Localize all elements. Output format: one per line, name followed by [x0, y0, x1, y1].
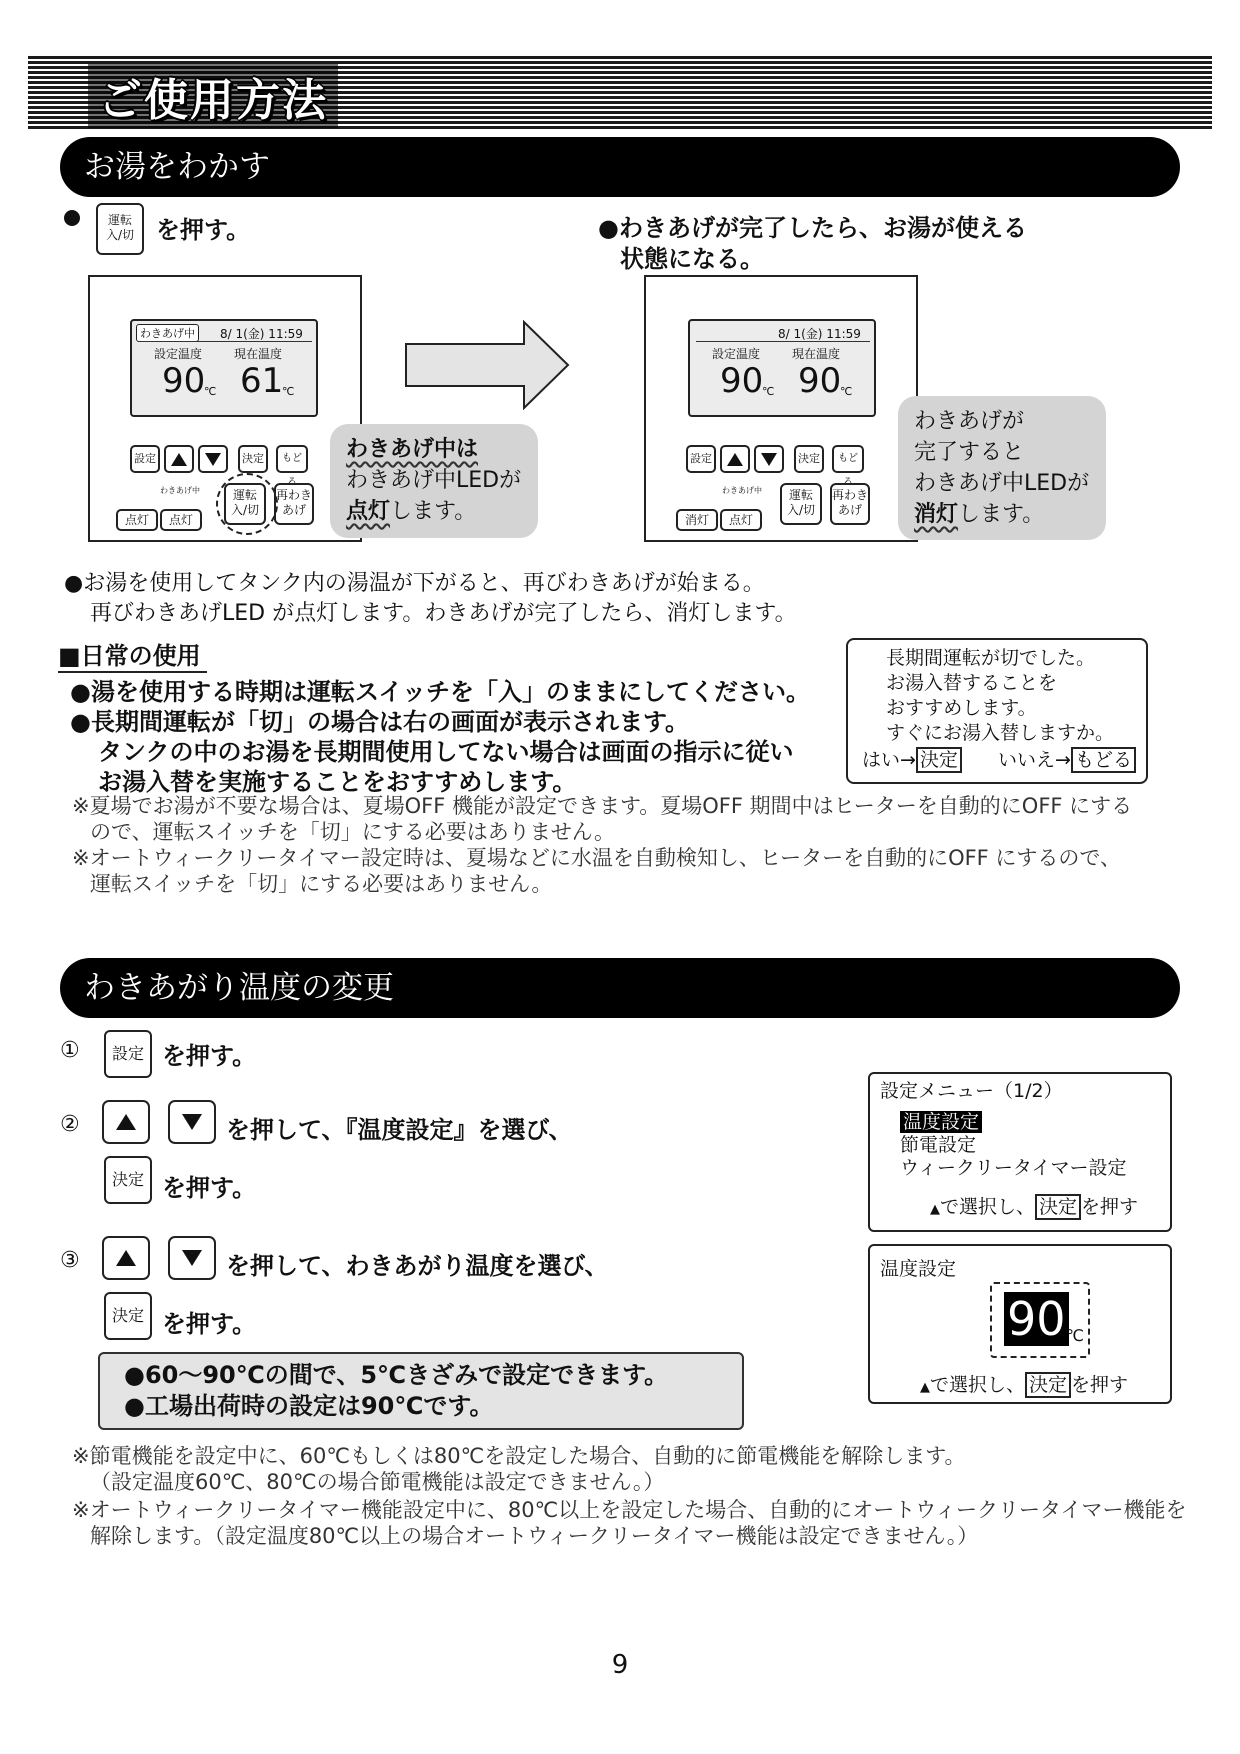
- lcd-now-value: 61: [240, 361, 284, 401]
- daily-use-heading: ■日常の使用: [58, 636, 207, 673]
- down-button[interactable]: [754, 445, 784, 473]
- callout-line: わきあげ中は: [346, 437, 479, 462]
- callout-line: わきあげ中LEDが: [346, 468, 522, 493]
- lcd-set-value: 90: [162, 361, 206, 401]
- temperature-setting-screen: [868, 1244, 1172, 1404]
- daily-bullet-4: お湯入替を実施することをおすすめします。: [98, 768, 577, 796]
- menu-hint: を押す: [1081, 1196, 1139, 1218]
- lcd-label-now: 現在温度: [792, 347, 841, 361]
- lcd-label-set: 設定温度: [154, 347, 203, 361]
- temp-note-2b: 解除します。（設定温度80℃以上の場合オートウィークリータイマー機能は設定できません。）: [90, 1524, 979, 1548]
- led-indicator-2: 点灯: [160, 509, 202, 531]
- up-arrow-icon: [171, 453, 187, 466]
- up-button[interactable]: [720, 445, 750, 473]
- screen-back-key: もどる: [1071, 747, 1136, 773]
- led-label: わきあげ中: [722, 486, 762, 495]
- step-number-1: ①: [60, 1038, 80, 1063]
- reboil-button[interactable]: [830, 483, 870, 525]
- down-key-icon: [168, 1100, 216, 1144]
- menu-item-weekly-timer[interactable]: ウィークリータイマー設定: [900, 1157, 1127, 1179]
- lcd-datetime: 8/ 1(金) 11:59: [220, 327, 303, 341]
- down-arrow-icon: [182, 1114, 202, 1130]
- lcd-datetime: 8/ 1(金) 11:59: [778, 327, 861, 341]
- up-button[interactable]: [164, 445, 194, 473]
- run-button-label-1: 運転: [232, 488, 257, 502]
- temp-note-1b: （設定温度60℃、80℃の場合節電機能は設定できません。）: [90, 1470, 665, 1494]
- led-indicator-1: 消灯: [676, 509, 718, 531]
- up-arrow-icon: [727, 453, 743, 466]
- up-key-icon: [102, 1236, 150, 1280]
- lcd-divider: [696, 341, 870, 342]
- remote-panel-boiling: [88, 275, 362, 542]
- run-key-icon: [96, 203, 144, 255]
- lcd-unit: ℃: [282, 385, 295, 398]
- section-header-temperature: わきあがり温度の変更: [60, 958, 1180, 1018]
- run-key-label-1: 運転: [107, 213, 132, 227]
- temp-hint-key: 決定: [1025, 1372, 1071, 1398]
- settings-button[interactable]: 設定: [686, 445, 716, 473]
- boiling-badge: わきあげ中: [136, 324, 199, 342]
- callout-boiling: [330, 424, 538, 538]
- reboil-note-1: ●お湯を使用してタンク内の湯温が下がると、再びわきあげが始まる。: [64, 571, 765, 596]
- callout-line: します。: [958, 502, 1045, 527]
- screen-no-label: いいえ→: [998, 749, 1071, 771]
- page-title: ご使用方法: [88, 64, 338, 128]
- callout-complete: [898, 396, 1106, 540]
- step3b-text: を押す。: [162, 1310, 257, 1338]
- callout-emphasis: 点灯: [346, 499, 391, 524]
- screen-line: 長期間運転が切でした。: [886, 647, 1096, 669]
- led-indicator-1: 点灯: [116, 509, 158, 531]
- callout-line: 完了すると: [914, 440, 1025, 465]
- temp-note-1a: ※節電機能を設定中に、60℃もしくは80℃を設定した場合、自動的に節電機能を解除します。: [72, 1444, 966, 1468]
- daily-bullet-2: ●長期間運転が「切」の場合は右の画面が表示されます。: [70, 708, 690, 736]
- temperature-info-box: [98, 1352, 744, 1430]
- step1-text: を押す。: [162, 1042, 257, 1070]
- lcd-unit: ℃: [204, 385, 217, 398]
- up-down-icon: ▲: [920, 1380, 930, 1395]
- decide-button[interactable]: 決定: [794, 445, 824, 473]
- settings-button[interactable]: 設定: [130, 445, 160, 473]
- screen-line: すぐにお湯入替しますか。: [886, 722, 1115, 744]
- reboil-button-label-2: あげ: [837, 503, 862, 517]
- step-number-3: ③: [60, 1248, 80, 1273]
- remote-lcd: [688, 319, 876, 417]
- decide-key-icon: 決定: [104, 1156, 152, 1204]
- screen-line: お湯入替することを: [886, 672, 1058, 694]
- settings-key-icon: 設定: [104, 1030, 152, 1078]
- step-number-2: ②: [60, 1112, 80, 1137]
- daily-note-1b: ので、運転スイッチを「切」にする必要はありません。: [90, 820, 615, 844]
- bullet-dot: [64, 210, 80, 226]
- lcd-now-value: 90: [798, 361, 842, 401]
- info-line-1: ●60～90℃の間で、5℃きざみで設定できます。: [124, 1361, 669, 1389]
- down-arrow-icon: [205, 453, 221, 466]
- up-key-icon: [102, 1100, 150, 1144]
- temp-value: 90: [1004, 1292, 1069, 1346]
- daily-note-2a: ※オートウィークリータイマー設定時は、夏場などに水温を自動検知し、ヒーターを自動的にOFF にするので、: [72, 846, 1122, 870]
- complete-line-2: 状態になる。: [620, 245, 764, 273]
- complete-line-1: ●わきあげが完了したら、お湯が使える: [598, 214, 1027, 242]
- menu-title: 設定メニュー（1/2）: [880, 1080, 1063, 1102]
- reboil-button-label-2: あげ: [281, 503, 306, 517]
- long-stop-screen: [846, 638, 1148, 784]
- temp-hint: で選択し、: [930, 1374, 1026, 1396]
- reboil-note-2: 再びわきあげLED が点灯します。わきあげが完了したら、消灯します。: [90, 601, 797, 626]
- decide-button[interactable]: 決定: [238, 445, 268, 473]
- up-arrow-icon: [116, 1250, 136, 1266]
- lcd-unit: ℃: [840, 385, 853, 398]
- down-key-icon: [168, 1236, 216, 1280]
- down-arrow-icon: [761, 453, 777, 466]
- info-line-2: ●工場出荷時の設定は90℃です。: [124, 1392, 494, 1420]
- remote-lcd: [130, 319, 318, 417]
- menu-hint-key: 決定: [1035, 1194, 1081, 1220]
- settings-menu-screen: [868, 1072, 1172, 1232]
- section-header-boil: お湯をわかす: [60, 137, 1180, 197]
- lcd-set-value: 90: [720, 361, 764, 401]
- run-button-label-1: 運転: [788, 488, 813, 502]
- menu-item-temperature[interactable]: 温度設定: [900, 1111, 982, 1133]
- temp-hint: を押す: [1071, 1374, 1129, 1396]
- up-arrow-icon: [116, 1114, 136, 1130]
- callout-line: します。: [390, 499, 477, 524]
- remote-panel-complete: [644, 275, 918, 542]
- temp-value-box: [990, 1282, 1090, 1358]
- step2-text: を押して、『温度設定』を選び、: [226, 1116, 573, 1144]
- page-number: 9: [611, 1650, 629, 1680]
- daily-bullet-3: タンクの中のお湯を長期間使用してない場合は画面の指示に従い: [98, 738, 794, 766]
- lcd-label-now: 現在温度: [234, 347, 283, 361]
- callout-line: わきあげが: [914, 409, 1025, 434]
- callout-emphasis: 消灯: [914, 502, 959, 527]
- reboil-button-label-1: 再わき: [832, 488, 869, 502]
- decide-key-icon: 決定: [104, 1292, 152, 1340]
- right-arrow-icon: [404, 320, 570, 410]
- screen-decide-key: 決定: [916, 747, 962, 773]
- temp-screen-title: 温度設定: [880, 1258, 957, 1280]
- down-button[interactable]: [198, 445, 228, 473]
- up-down-icon: ▲: [930, 1202, 940, 1217]
- step-press-text: を押す。: [156, 216, 251, 244]
- highlight-circle: [216, 473, 278, 535]
- run-key-label-2: 入/切: [105, 228, 135, 242]
- step2b-text: を押す。: [162, 1174, 257, 1202]
- daily-note-2b: 運転スイッチを「切」にする必要はありません。: [90, 872, 553, 896]
- screen-yes-label: はい→: [862, 749, 916, 771]
- title-bar: [28, 56, 1212, 130]
- back-button[interactable]: もど: [832, 445, 864, 473]
- run-button-label-2: 入/切: [230, 503, 260, 517]
- reboil-button[interactable]: [274, 483, 314, 525]
- lcd-divider: [138, 341, 312, 342]
- down-arrow-icon: [182, 1250, 202, 1266]
- menu-hint: で選択し、: [940, 1196, 1036, 1218]
- lcd-unit: ℃: [762, 385, 775, 398]
- reboil-button-label-1: 再わき: [276, 488, 313, 502]
- led-indicator-2: 点灯: [720, 509, 762, 531]
- back-button[interactable]: もど: [276, 445, 308, 473]
- temp-unit: ℃: [1066, 1326, 1084, 1345]
- callout-line: わきあげ中LEDが: [914, 471, 1090, 496]
- run-button[interactable]: [780, 483, 822, 525]
- menu-item-power-save[interactable]: 節電設定: [900, 1134, 977, 1156]
- daily-bullet-1: ●湯を使用する時期は運転スイッチを「入」のままにしてください。: [70, 678, 810, 706]
- daily-note-1a: ※夏場でお湯が不要な場合は、夏場OFF 機能が設定できます。夏場OFF 期間中はヒーターを自動的にOFF にする: [72, 794, 1133, 818]
- screen-line: おすすめします。: [886, 697, 1037, 719]
- step3-text: を押して、わきあがり温度を選び、: [226, 1252, 609, 1280]
- temp-note-2a: ※オートウィークリータイマー機能設定中に、80℃以上を設定した場合、自動的にオートウィークリータイマー機能を: [72, 1498, 1187, 1522]
- run-button-label-2: 入/切: [786, 503, 816, 517]
- led-label: わきあげ中: [160, 486, 200, 495]
- lcd-label-set: 設定温度: [712, 347, 761, 361]
